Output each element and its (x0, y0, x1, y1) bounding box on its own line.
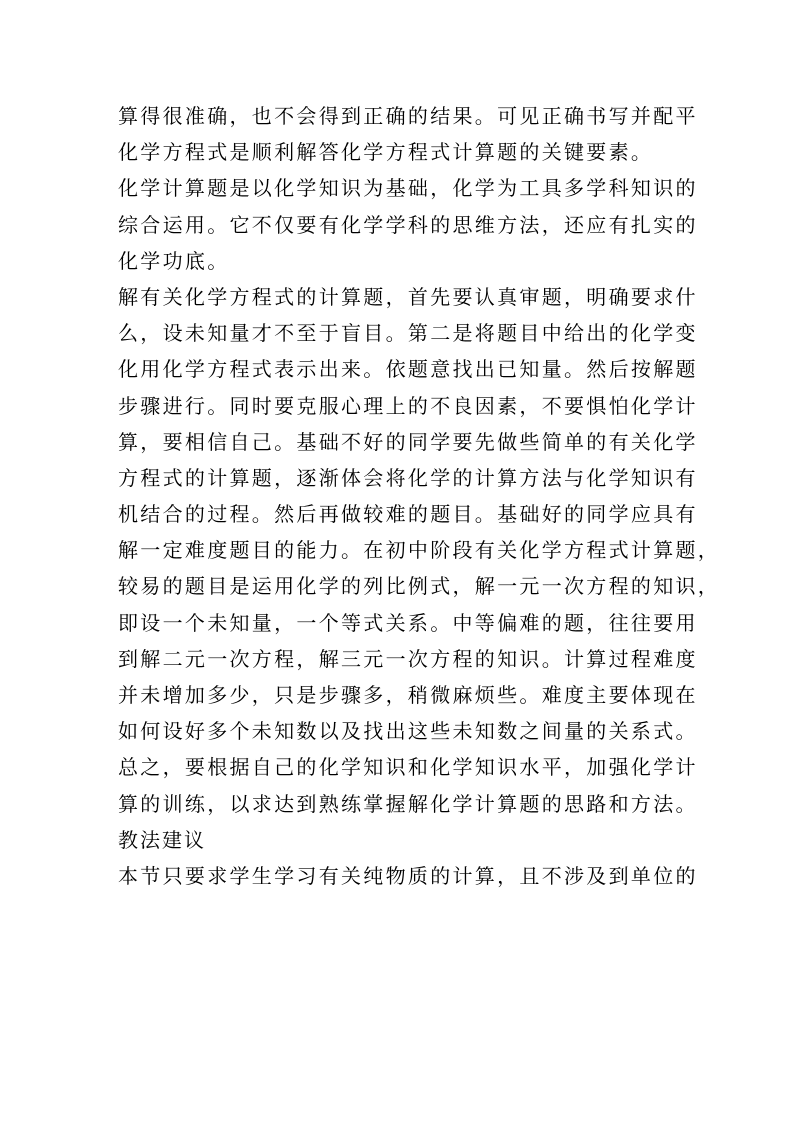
paragraph-line: 到解二元一次方程，解三元一次方程的知识。计算过程难度 (118, 646, 698, 671)
paragraph-line: 解一定难度题目的能力。在初中阶段有关化学方程式计算题， (118, 538, 721, 563)
paragraph-line: 方程式的计算题，逐渐体会将化学的计算方法与化学知识有 (118, 465, 698, 490)
paragraph-line: 算得很准确，也不会得到正确的结果。可见正确书写并配平 (118, 104, 698, 128)
paragraph-line: 综合运用。它不仅要有化学学科的思维方法，还应有扎实的 (118, 212, 698, 237)
paragraph-line: 化学方程式是顺利解答化学方程式计算题的关键要素。 (118, 140, 654, 165)
paragraph-line: 化用化学方程式表示出来。依题意找出已知量。然后按解题 (118, 357, 698, 382)
paragraph-line: 如何设好多个未知数以及找出这些未知数之间量的关系式。 (118, 719, 698, 744)
paragraph-line: 本节只要求学生学习有关纯物质的计算，且不涉及到单位的 (118, 863, 698, 888)
paragraph-line: 即设一个未知量，一个等式关系。中等偏难的题，往往要用 (118, 610, 698, 635)
paragraph-line: 步骤进行。同时要克服心理上的不良因素，不要惧怕化学计 (118, 393, 698, 418)
document-body (118, 98, 721, 894)
section-heading: 教法建议 (118, 827, 206, 852)
paragraph-line: 算的训练，以求达到熟练掌握解化学计算题的思路和方法。 (118, 791, 698, 816)
paragraph-line: 化学计算题是以化学知识为基础，化学为工具多学科知识的 (118, 176, 698, 201)
paragraph-line: 并未增加多少，只是步骤多，稍微麻烦些。难度主要体现在 (118, 683, 698, 707)
paragraph-line: 算，要相信自己。基础不好的同学要先做些简单的有关化学 (118, 429, 698, 454)
paragraph-line: 解有关化学方程式的计算题，首先要认真审题，明确要求什 (118, 284, 698, 309)
paragraph-line: 化学功底。 (118, 248, 230, 273)
paragraph-line: 总之，要根据自己的化学知识和化学知识水平，加强化学计 (118, 755, 698, 780)
paragraph-line: 么，设未知量才不至于盲目。第二是将题目中给出的化学变 (118, 321, 698, 346)
paragraph-line: 较易的题目是运用化学的列比例式，解一元一次方程的知识， (118, 574, 721, 599)
paragraph-line: 机结合的过程。然后再做较难的题目。基础好的同学应具有 (118, 502, 698, 527)
